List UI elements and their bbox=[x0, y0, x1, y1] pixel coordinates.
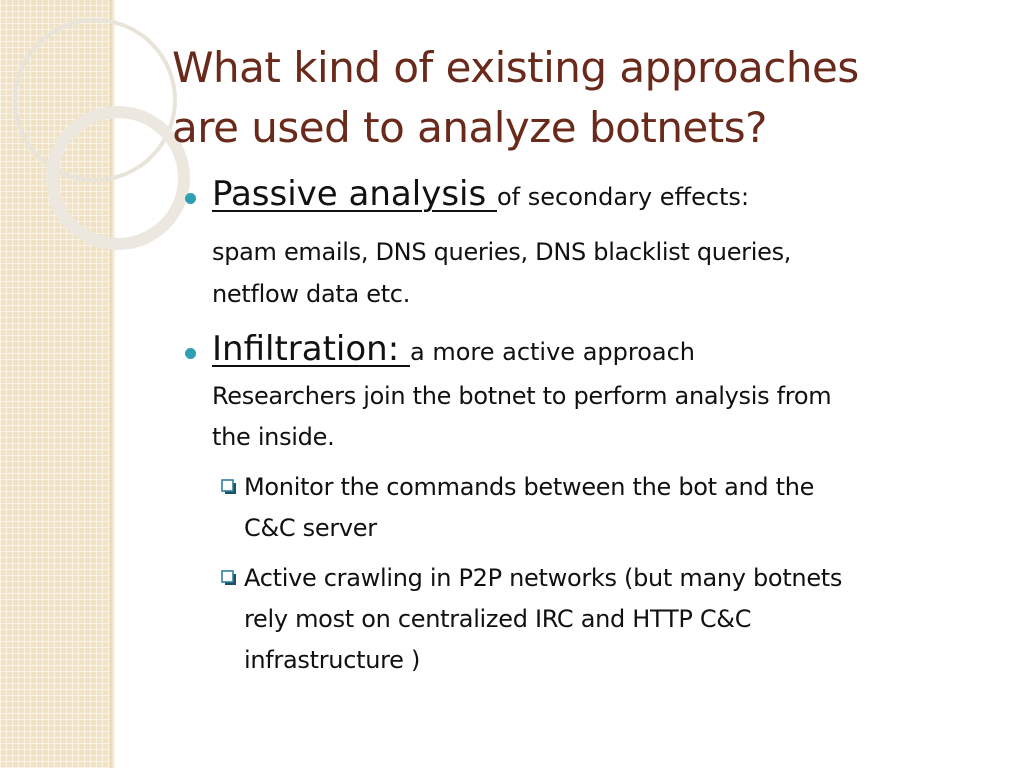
checkbox-bullet-icon bbox=[221, 479, 237, 495]
bullet-1-lead: Passive analysis bbox=[212, 174, 497, 214]
checkbox-box bbox=[222, 571, 233, 582]
bullet-2-heading bbox=[212, 329, 695, 369]
sub-bullet-2-line-2: rely most on centralized IRC and HTTP C&C bbox=[244, 605, 752, 633]
bullet-2-tail: a more active approach bbox=[409, 338, 696, 366]
sub-bullet-1-line-2: C&C server bbox=[244, 514, 377, 542]
slide-title-line-2: are used to analyze botnets? bbox=[172, 103, 767, 152]
bullet-1-heading bbox=[212, 174, 749, 214]
checkbox-box bbox=[222, 480, 233, 491]
bullet-1-detail-line-2: netflow data etc. bbox=[212, 280, 411, 308]
slide-title-line-1: What kind of existing approaches bbox=[172, 43, 859, 92]
bullet-icon bbox=[185, 193, 196, 204]
bullet-1-detail-line-1: spam emails, DNS queries, DNS blacklist queries, bbox=[212, 238, 792, 266]
sub-bullet-2-line-3: infrastructure ) bbox=[244, 646, 421, 674]
bullet-2-detail-line-1: Researchers join the botnet to perform analysis from bbox=[212, 382, 832, 410]
sub-bullet-1-line-1: Monitor the commands between the bot and the bbox=[244, 473, 815, 501]
checkbox-bullet-icon bbox=[221, 570, 237, 586]
bullet-1-tail: of secondary effects: bbox=[497, 183, 750, 211]
bullet-2-lead: Infiltration: bbox=[212, 329, 410, 369]
sub-bullet-2-line-1: Active crawling in P2P networks (but many botnets bbox=[244, 564, 843, 592]
bullet-icon bbox=[185, 348, 196, 359]
bullet-2-detail-line-2: the inside. bbox=[212, 423, 335, 451]
